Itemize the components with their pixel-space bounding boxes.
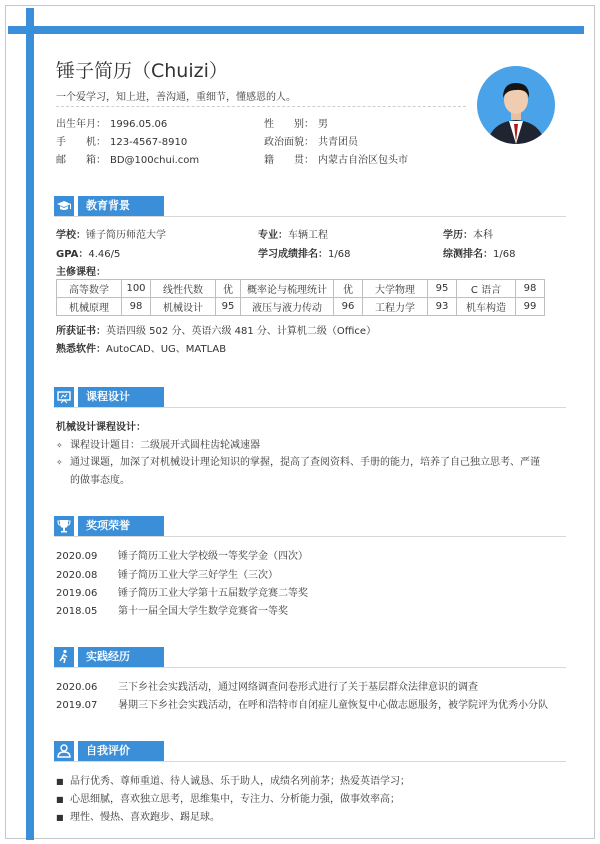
major-row: 专业：车辆工程 xyxy=(258,230,328,241)
presentation-icon xyxy=(54,387,74,407)
gender-row xyxy=(264,115,328,130)
list-item: 2019.07 暑期三下乡社会实践活动，在呼和浩特市自闭症儿童恢复中心做志愿服务，被学院评为优秀小分队 xyxy=(56,700,548,711)
politics-row xyxy=(264,133,358,148)
course-name: 机械原理 xyxy=(57,298,122,316)
list-item: 2019.06 锤子简历工业大学第十五届数学竞赛二等奖 xyxy=(56,588,308,599)
list-item-continuation: 的做事态度。 xyxy=(70,475,130,486)
software-row: 熟悉软件：AutoCAD、UG、MATLAB xyxy=(56,344,227,355)
avatar-icon xyxy=(477,66,555,144)
list-item: 2018.05 第十一届全国大学生数学竞赛省一等奖 xyxy=(56,606,288,617)
course-name: 概率论与梳理统计 xyxy=(241,280,334,298)
course-name: 液压与液力传动 xyxy=(241,298,334,316)
gender-value: 男 xyxy=(318,119,328,130)
course-score: 99 xyxy=(516,298,545,316)
course-name: C 语言 xyxy=(457,280,516,298)
person-icon xyxy=(54,741,74,761)
origin-label: 籍 贯： xyxy=(264,155,314,166)
birth-row xyxy=(56,115,167,130)
courses-label: 主修课程： xyxy=(56,267,106,278)
course-score: 95 xyxy=(216,298,241,316)
education-title: 教育背景 xyxy=(78,196,164,216)
accent-vertical-bar xyxy=(26,8,34,840)
table-row xyxy=(57,298,545,316)
list-item: 2020.06 三下乡社会实践活动，通过网络调查问卷形式进行了关于基层群众法律意识的调查 xyxy=(56,682,478,693)
education-underline xyxy=(54,216,566,217)
courses-table xyxy=(56,279,545,316)
certs-row: 所获证书：英语四级 502 分、英语六级 481 分、计算机二级（Office） xyxy=(56,326,377,337)
course-score: 96 xyxy=(334,298,363,316)
phone-value: 123-4567-8910 xyxy=(110,137,188,148)
course-score: 98 xyxy=(122,298,151,316)
course-score: 98 xyxy=(516,280,545,298)
self-eval-title: 自我评价 xyxy=(78,741,164,761)
course-score: 100 xyxy=(122,280,151,298)
square-bullet-icon: ■ xyxy=(56,795,64,804)
email-row xyxy=(56,151,199,166)
graduation-cap-icon xyxy=(54,196,74,216)
list-item: 2020.09 锤子简历工业大学校级一等奖学金（四次） xyxy=(56,551,308,562)
gender-label: 性 别： xyxy=(264,119,314,130)
list-item: ■ 品行优秀、尊师重道、待人诚恳、乐于助人，成绩名列前茅；热爱英语学习； xyxy=(56,776,410,787)
list-item: ■ 理性、慢热、喜欢跑步、踢足球。 xyxy=(56,812,220,823)
course-design-subtitle: 机械设计课程设计： xyxy=(56,422,146,433)
motto: 一个爱学习，知上进，善沟通，重细节，懂感恩的人。 xyxy=(56,92,296,103)
course-score: 优 xyxy=(334,280,363,298)
accent-horizontal-bar xyxy=(8,26,584,34)
course-design-title: 课程设计 xyxy=(78,387,164,407)
course-score: 优 xyxy=(216,280,241,298)
list-item: ✧ 通过课题，加深了对机械设计理论知识的掌握，提高了查阅资料、手册的能力，培养了自己独立思考、严谨 xyxy=(56,457,540,468)
politics-label: 政治面貌： xyxy=(264,137,314,148)
origin-value: 内蒙古自治区包头市 xyxy=(318,155,408,166)
square-bullet-icon: ■ xyxy=(56,813,64,822)
origin-row xyxy=(264,151,408,166)
list-item: ■ 心思细腻，喜欢独立思考，思维集中，专注力、分析能力强，做事效率高； xyxy=(56,794,400,805)
birth-value: 1996.05.06 xyxy=(110,119,168,130)
awards-underline xyxy=(54,536,566,537)
course-name: 机车构造 xyxy=(457,298,516,316)
diamond-bullet-icon: ✧ xyxy=(56,458,63,467)
rank-row: 学习成绩排名：1/68 xyxy=(258,249,351,260)
email-value: BD@100chui.com xyxy=(110,155,200,166)
course-design-underline xyxy=(54,407,566,408)
awards-title: 奖项荣誉 xyxy=(78,516,164,536)
practice-underline xyxy=(54,667,566,668)
profile-photo xyxy=(477,66,555,144)
gpa-row: GPA：4.46/5 xyxy=(56,249,121,260)
square-bullet-icon: ■ xyxy=(56,777,64,786)
course-name: 大学物理 xyxy=(363,280,428,298)
list-item: 2020.08 锤子简历工业大学三好学生（三次） xyxy=(56,570,278,581)
resume-name: 锤子简历（Chuizi） xyxy=(56,60,228,82)
practice-title: 实践经历 xyxy=(78,647,164,667)
politics-value: 共青团员 xyxy=(318,137,358,148)
diamond-bullet-icon: ✧ xyxy=(56,441,63,450)
course-name: 机械设计 xyxy=(151,298,216,316)
course-name: 线性代数 xyxy=(151,280,216,298)
header-divider xyxy=(56,106,466,107)
running-icon xyxy=(54,647,74,667)
table-row xyxy=(57,280,545,298)
course-name: 高等数学 xyxy=(57,280,122,298)
birth-label: 出生年月： xyxy=(56,119,106,130)
degree-row: 学历：本科 xyxy=(443,230,493,241)
course-name: 工程力学 xyxy=(363,298,428,316)
trophy-icon xyxy=(54,516,74,536)
email-label: 邮 箱： xyxy=(56,155,106,166)
course-score: 93 xyxy=(428,298,457,316)
school-row: 学校：锤子简历师范大学 xyxy=(56,230,166,241)
course-score: 95 xyxy=(428,280,457,298)
phone-label: 手 机： xyxy=(56,137,106,148)
self-eval-underline xyxy=(54,761,566,762)
list-item: ✧ 课程设计题目：二级展开式圆柱齿轮减速器 xyxy=(56,440,260,451)
phone-row xyxy=(56,133,187,148)
overall-rank-row: 综测排名：1/68 xyxy=(443,249,516,260)
